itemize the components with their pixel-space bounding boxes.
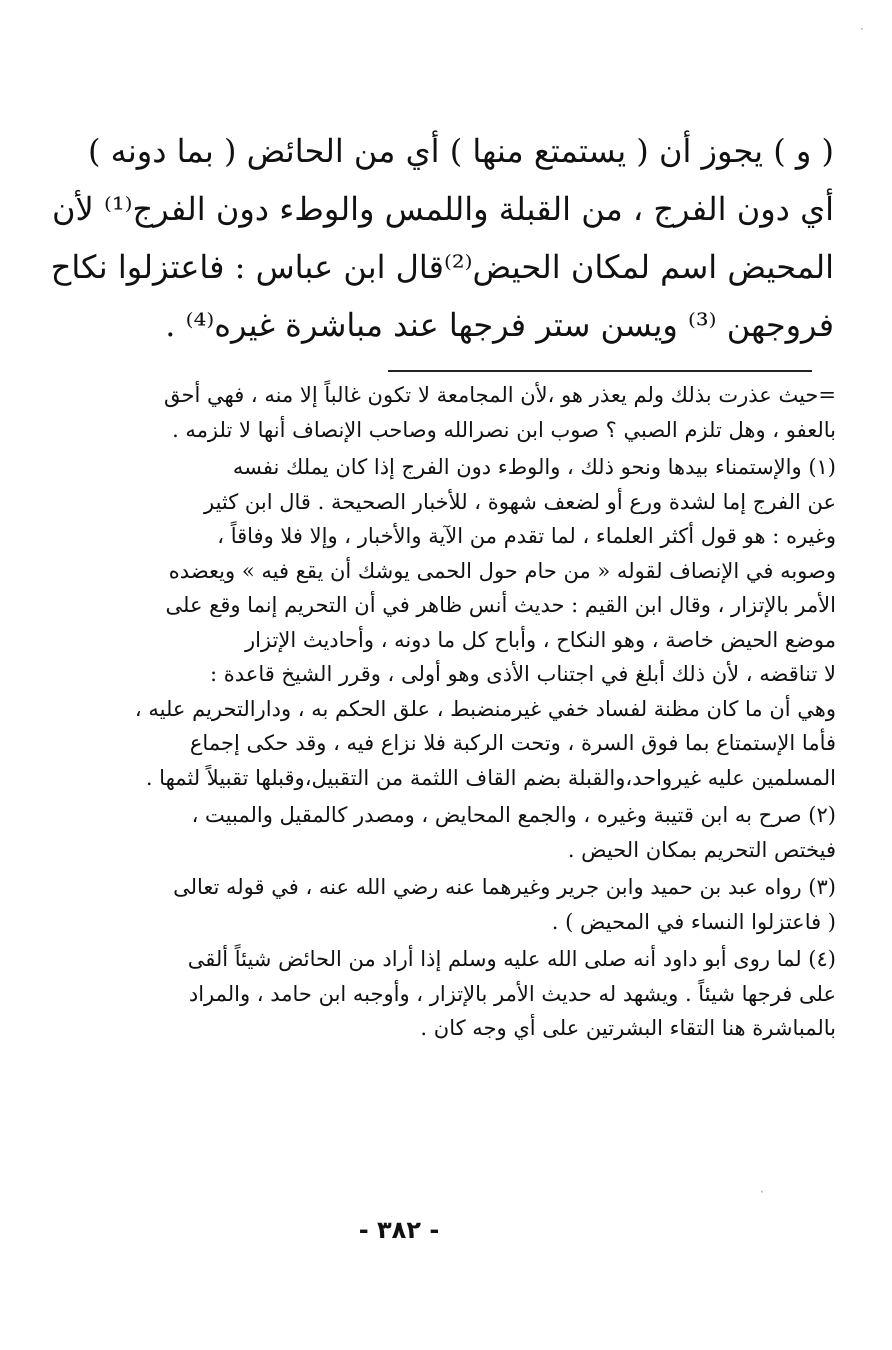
main-text-line: فروجهن ⁽³⁾ ويسن ستر فرجها عند مباشرة غيره⁽⁴⁾ . bbox=[165, 306, 834, 344]
footnote-line: موضع الحيض خاصة ، وهو النكاح ، وأباح كل ما دونه ، وأحاديث الإتزار bbox=[244, 627, 836, 652]
footnote-1 bbox=[46, 450, 836, 795]
footnote-line: فأما الإستمتاع بما فوق السرة ، وتحت الركبة فلا نزاع فيه ، وقد حكى إجماع bbox=[189, 731, 836, 755]
footnote-line: ( فاعتزلوا النساء في المحيض ) . bbox=[551, 909, 836, 934]
footnote-line: فيختص التحريم بمكان الحيض . bbox=[567, 837, 836, 862]
footnote-line: =حيث عذرت بذلك ولم يعذر هو ،لأن المجامعة لا تكون غالباً إلا منه ، فهي أحق bbox=[164, 383, 836, 407]
main-text bbox=[50, 122, 834, 354]
footnote-line: بالعفو ، وهل تلزم الصبي ؟ صوب ابن نصرالله وصاحب الإنصاف أنها لا تلزمه . bbox=[172, 417, 836, 442]
footnote-2 bbox=[46, 798, 836, 867]
footnote-line: على فرجها شيئاً . ويشهد له حديث الأمر بالإتزار ، وأوجبه ابن حامد ، والمراد bbox=[188, 981, 836, 1006]
footnote-line: (٢) صرح به ابن قتيبة وغيره ، والجمع المحايض ، ومصدر كالمقيل والمبيت ، bbox=[191, 803, 836, 827]
main-text-line: المحيض اسم لمكان الحيض⁽²⁾قال ابن عباس : فاعتزلوا نكاح bbox=[50, 248, 834, 286]
footnote-line: وصوبه في الإنصاف لقوله « من حام حول الحمى يوشك أن يقع فيه » ويعضده bbox=[168, 558, 836, 583]
scan-speck: · bbox=[760, 1185, 764, 1199]
footnote-line: عن الفرج إما لشدة ورع أو لضعف شهوة ، للأخبار الصحيحة . قال ابن كثير bbox=[203, 489, 836, 514]
footnote-line: لا تناقضه ، لأن ذلك أبلغ في اجتناب الأذى وهو أولى ، وقرر الشيخ قاعدة : bbox=[210, 662, 836, 686]
footnote-3 bbox=[46, 870, 836, 939]
footnotes bbox=[46, 378, 836, 1049]
footnote-line: (١) والإستمناء بيدها ونحو ذلك ، والوطء دون الفرج إذا كان يملك نفسه bbox=[232, 455, 836, 479]
footnote-4 bbox=[46, 942, 836, 1046]
footnote-line: بالمباشرة هنا التقاء البشرتين على أي وجه كان . bbox=[420, 1016, 836, 1040]
footnote-line: وغيره : هو قول أكثر العلماء ، لما تقدم من الآية والأخبار ، وإلا فلا وفاقاً ، bbox=[217, 524, 836, 548]
footnote-line: الأمر بالإتزار ، وقال ابن القيم : حديث أنس ظاهر في أن التحريم إنما وقع على bbox=[165, 593, 836, 617]
footnote-line: (٣) رواه عبد بن حميد وابن جرير وغيرهما عنه رضي الله عنه ، في قوله تعالى bbox=[173, 875, 836, 899]
page-number: - ٣٨٢ - bbox=[358, 1216, 440, 1244]
footnote-continuation bbox=[46, 378, 836, 447]
footnote-separator bbox=[388, 370, 812, 372]
main-text-line: أي دون الفرج ، من القبلة واللمس والوطء دون الفرج⁽¹⁾ لأن bbox=[52, 190, 834, 228]
footnote-line: المسلمين عليه غيرواحد،والقبلة بضم القاف اللثمة من التقبيل،وقبلها تقبيلاً لثمها . bbox=[145, 765, 836, 790]
footnote-line: (٤) لما روى أبو داود أنه صلى الله عليه وسلم إذا أراد من الحائض شيئاً ألقى bbox=[187, 947, 836, 971]
main-text-line: ( و ) يجوز أن ( يستمتع منها ) أي من الحائض ( بما دونه ) bbox=[88, 132, 834, 170]
scan-speck: · bbox=[860, 22, 864, 36]
footnote-line: وهي أن ما كان مظنة لفساد خفي غيرمنضبط ، علق الحكم به ، ودارالتحريم عليه ، bbox=[134, 696, 836, 721]
